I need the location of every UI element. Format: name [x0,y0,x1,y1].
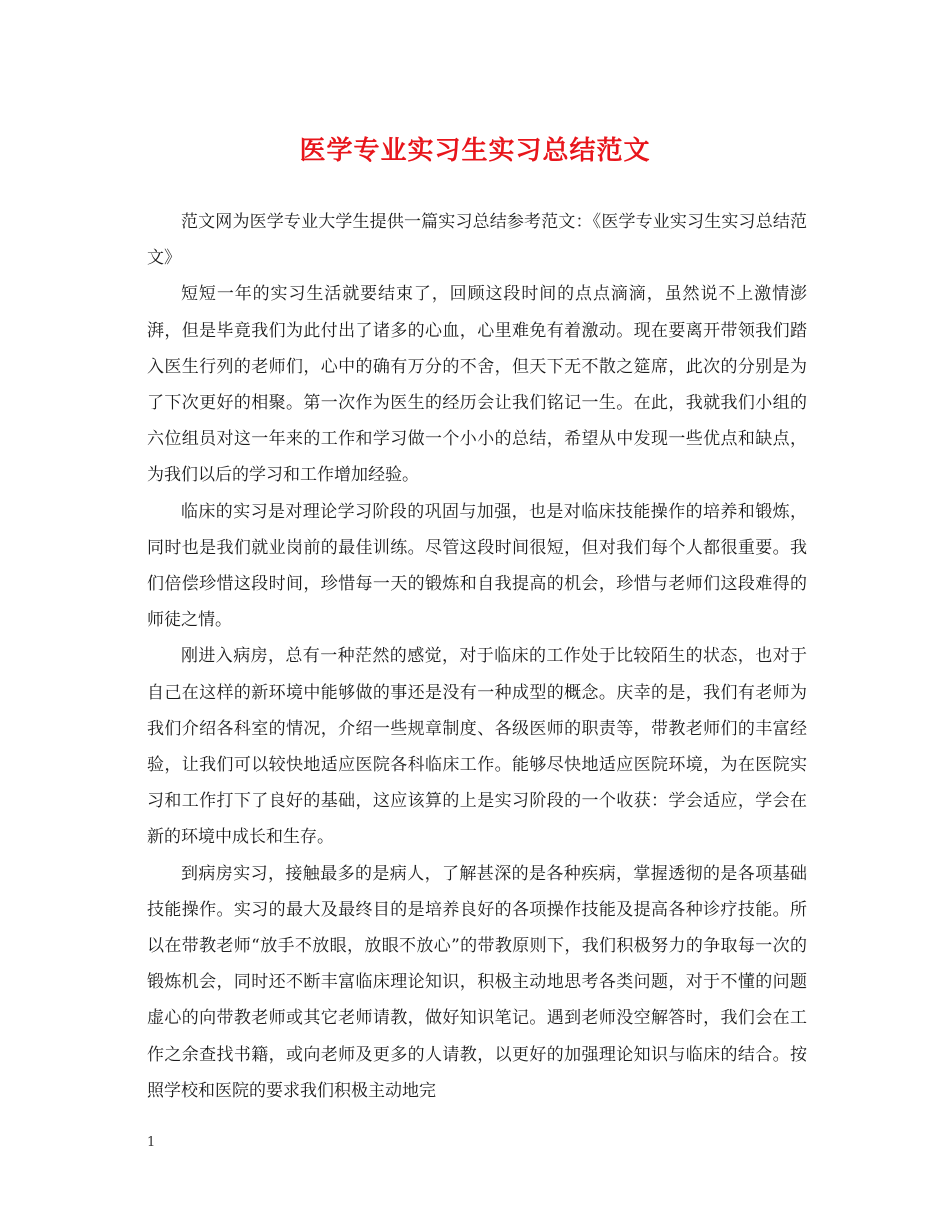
document-body [147,204,807,1109]
page-number: 1 [147,1135,156,1150]
paragraph-reflection: 短短一年的实习生活就要结束了，回顾这段时间的点点滴滴，虽然说不上激情澎湃，但是毕竟我们为此付出了诸多的心血，心里难免有着激动。现在要离开带领我们踏入医生行列的老师们，心中的确有万分的不舍，但天下无不散之筵席，此次的分别是为了下次更好的相聚。第一次作为医生的经历会让我们铭记一生。在此，我就我们小组的六位组员对这一年来的工作和学习做一个小小的总结，希望从中发现一些优点和缺点，为我们以后的学习和工作增加经验。 [147,284,807,486]
document-title: 医学专业实习生实习总结范文 [299,136,651,166]
paragraph-intro: 范文网为医学专业大学生提供一篇实习总结参考范文：《医学专业实习生实习总结范文》 [147,212,807,269]
paragraph-clinical-practice: 临床的实习是对理论学习阶段的巩固与加强，也是对临床技能操作的培养和锻炼，同时也是我们就业岗前的最佳训练。尽管这段时间很短，但对我们每个人都很重要。我们倍偿珍惜这段时间，珍惜每一天的锻炼和自我提高的机会，珍惜与老师们这段难得的师徒之情。 [147,501,807,631]
paragraph-adaptation: 刚进入病房，总有一种茫然的感觉，对于临床的工作处于比较陌生的状态，也对于自己在这样的新环境中能够做的事还是没有一种成型的概念。庆幸的是，我们有老师为我们介绍各科室的情况，介绍一些规章制度、各级医师的职责等，带教老师们的丰富经验，让我们可以较快地适应医院各科临床工作。能够尽快地适应医院环境，为在医院实习和工作打下了良好的基础，这应该算的上是实习阶段的一个收获：学会适应，学会在新的环境中成长和生存。 [147,646,807,848]
paragraph-ward-practice: 到病房实习，接触最多的是病人，了解甚深的是各种疾病，掌握透彻的是各项基础技能操作。实习的最大及最终目的是培养良好的各项操作技能及提高各种诊疗技能。所以在带教老师“放手不放眼，放眼不放心”的带教原则下，我们积极努力的争取每一次的锻炼机会，同时还不断丰富临床理论知识，积极主动地思考各类问题，对于不懂的问题虚心的向带教老师或其它老师请教，做好知识笔记。遇到老师没空解答时，我们会在工作之余查找书籍，或向老师及更多的人请教，以更好的加强理论知识与临床的结合。按照学校和医院的要求我们积极主动地完 [147,863,807,1101]
